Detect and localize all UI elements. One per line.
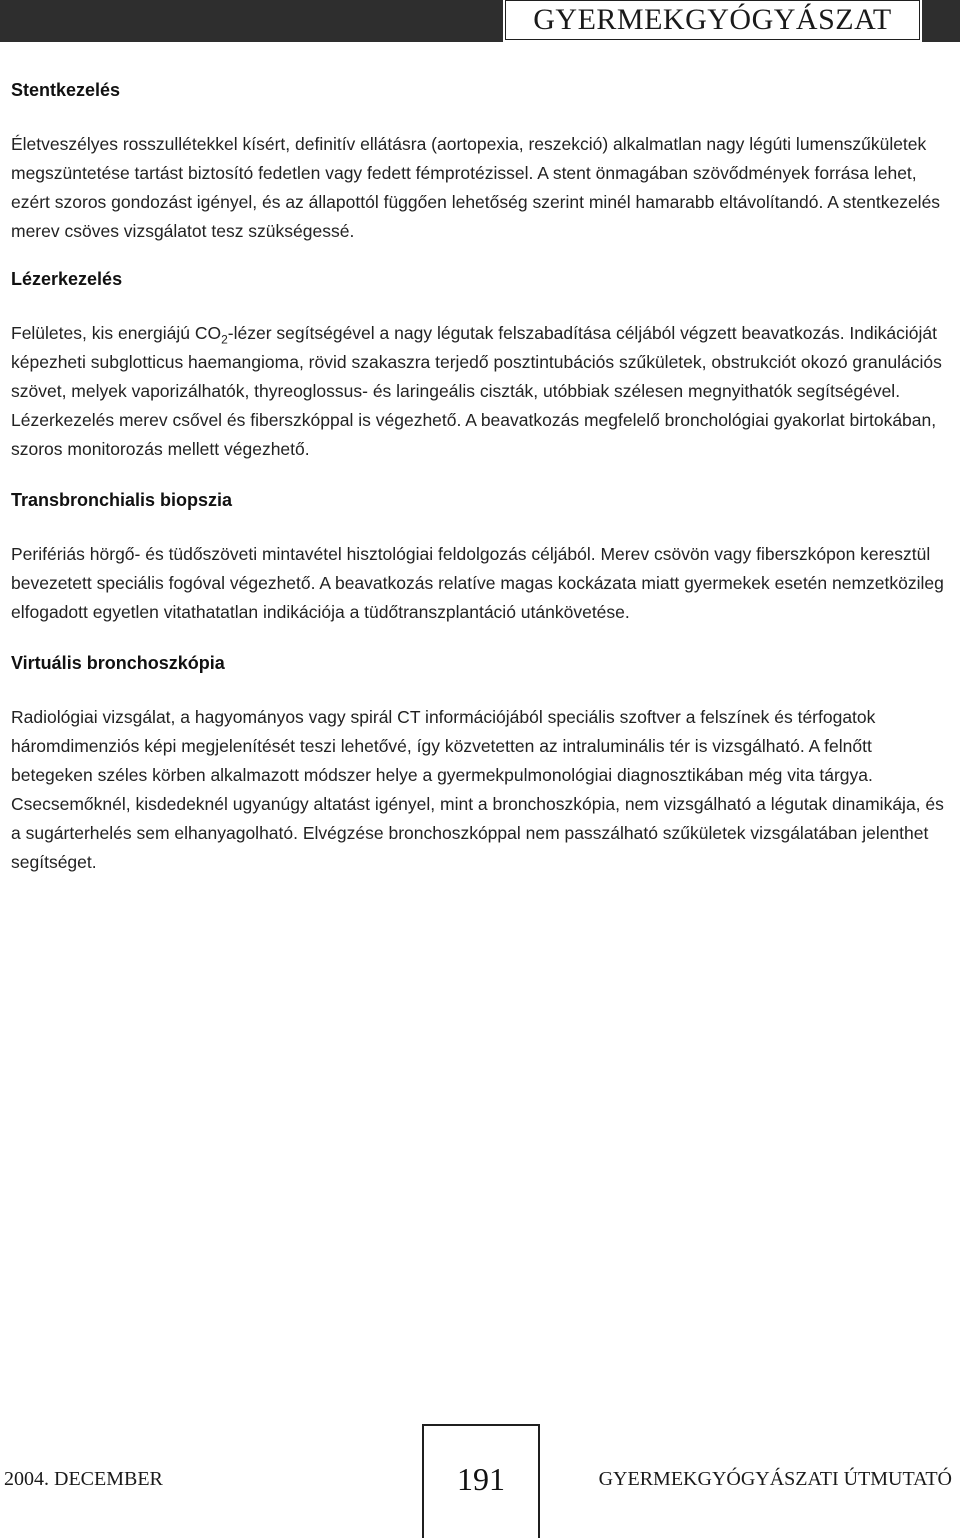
header-end-bar	[922, 0, 960, 42]
journal-title: GYERMEKGYÓGYÁSZAT	[505, 0, 920, 40]
subscript-text: 2	[221, 332, 228, 347]
section-heading: Lézerkezelés	[11, 269, 123, 289]
section-lezerkezeles	[11, 267, 946, 464]
section-paragraph: Perifériás hörgő- és tüdőszöveti mintavétel hisztológiai feldolgozás céljából. Merev csövön vagy fiberszkópon keresztül bevezetett speciális fogóval végezhető. A beavatkozás relatíve magas kockázata miatt gyermekek esetén nemzetközileg elfogadott egyetlen vitathatatlan indikációja a tüdőtranszplantáció utánkövetése.	[11, 544, 944, 622]
article-content	[11, 78, 946, 901]
section-paragraph	[11, 319, 946, 464]
paragraph-text: -lézer segítségével a nagy légutak felszabadítása céljából végzett beavatkozás. Indikációját képezheti subglotticus haemangioma, rövid szakaszra terjedő posztintubációs szűkületek, obstrukciót okozó granulációs szövet, melyek vaporizálhatók, thyreoglossus- és laringeális ciszták, utóbbiak szélesen megnyithatók segítségével. Lézerkezelés merev csővel és fiberszkóppal is végezhető. A beavatkozás megfelelő bronchológiai gyakorlat birtokában, szoros monitorozás mellett végezhető.	[11, 323, 942, 459]
section-heading: Transbronchialis biopszia	[11, 490, 233, 510]
section-paragraph: Életveszélyes rosszullétekkel kísért, definitív ellátásra (aortopexia, reszekció) alkalmatlan nagy légúti lumenszűkületek megszüntetése tartást biztosító fedetlen vagy fedett fémprotézissel. A stent önmagában szövődmények forrása lehet, ezért szoros gondozást igényel, és az állapottól függően lehetőség szerint minél hamarabb eltávolítandó. A stentkezelés merev csöves vizsgálatot tesz szükségessé.	[11, 134, 941, 241]
section-transbronchialis-biopszia	[11, 488, 946, 627]
section-virtualis-bronchoszkopia	[11, 651, 946, 877]
section-stentkezeles	[11, 78, 946, 246]
page-number: 191	[422, 1424, 540, 1538]
header-dark-bar	[0, 0, 503, 42]
section-heading: Stentkezelés	[11, 80, 121, 100]
footer-date: 2004. DECEMBER	[4, 1468, 163, 1490]
section-paragraph: Radiológiai vizsgálat, a hagyományos vagy spirál CT információjából speciális szoftver a felszínek és térfogatok háromdimenziós képi megjelenítését teszi lehetővé, így közvetetten az intraluminális tér is vizsgálható. A felnőtt betegeken széles körben alkalmazott módszer helye a gyermekpulmonológiai diagnosztikában még vita tárgya. Csecsemőknél, kisdedeknél ugyanúgy altatást igényel, mint a bronchoszkópia, nem vizsgálható a légutak dinamikája, és a sugárterhelés sem elhanyagolható. Elvégzése bronchoszkóppal nem passzálható szűkületek vizsgálatában jelenthet segítséget.	[11, 707, 944, 872]
paragraph-text: Felületes, kis energiájú CO	[11, 323, 222, 343]
section-heading: Virtuális bronchoszkópia	[11, 653, 225, 673]
footer-publication: GYERMEKGYÓGYÁSZATI ÚTMUTATÓ	[598, 1468, 952, 1490]
